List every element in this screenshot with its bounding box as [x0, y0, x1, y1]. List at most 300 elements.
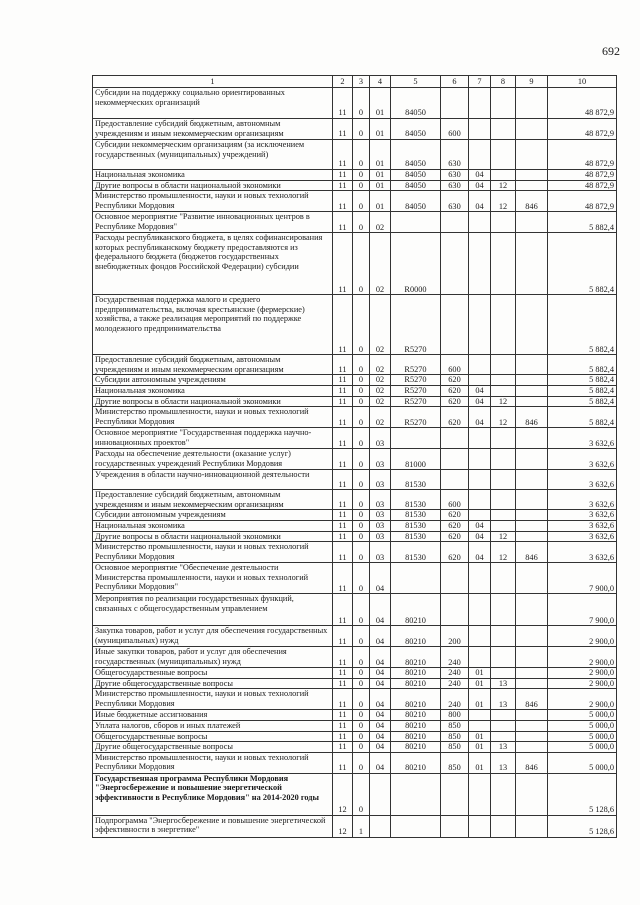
amount-cell: 3 632,6: [548, 531, 617, 542]
amount-cell: 2 900,0: [548, 668, 617, 679]
section-cell: 04: [469, 385, 491, 396]
ministry-code-cell: [516, 678, 548, 689]
program-code-cell: 11: [333, 295, 353, 355]
measure-code-cell: 02: [370, 355, 391, 375]
direction-code-cell: [391, 815, 441, 837]
row-name-cell: Другие вопросы в области национальной экономики: [93, 396, 333, 407]
table-row: [93, 490, 617, 510]
program-code-cell: 11: [333, 88, 353, 119]
subprogram-code-cell: 0: [353, 375, 370, 386]
ministry-code-cell: [516, 520, 548, 531]
ministry-code-cell: [516, 396, 548, 407]
ministry-code-cell: [516, 742, 548, 753]
amount-cell: 5 882,4: [548, 212, 617, 233]
subsection-cell: [491, 563, 516, 594]
column-header: 6: [441, 76, 469, 88]
column-header: 5: [391, 76, 441, 88]
expense-type-cell: 620: [441, 520, 469, 531]
subprogram-code-cell: 0: [353, 295, 370, 355]
ministry-code-cell: [516, 170, 548, 181]
subprogram-code-cell: 0: [353, 449, 370, 470]
amount-cell: 3 632,6: [548, 470, 617, 490]
row-name-cell: Другие общегосударственные вопросы: [93, 678, 333, 689]
measure-code-cell: 03: [370, 531, 391, 542]
direction-code-cell: 80210: [391, 626, 441, 647]
expense-type-cell: 850: [441, 752, 469, 773]
expense-type-cell: 620: [441, 407, 469, 428]
measure-code-cell: 02: [370, 385, 391, 396]
subprogram-code-cell: 0: [353, 752, 370, 773]
program-code-cell: 11: [333, 531, 353, 542]
section-cell: [469, 773, 491, 815]
section-cell: 04: [469, 520, 491, 531]
section-cell: [469, 140, 491, 170]
column-header: 1: [93, 76, 333, 88]
direction-code-cell: R5270: [391, 295, 441, 355]
subprogram-code-cell: 0: [353, 647, 370, 668]
table-row: [93, 470, 617, 490]
expense-type-cell: [441, 594, 469, 626]
amount-cell: 3 632,6: [548, 510, 617, 521]
row-name-cell: Иные бюджетные ассигнования: [93, 710, 333, 721]
subsection-cell: 12: [491, 396, 516, 407]
direction-code-cell: R5270: [391, 355, 441, 375]
ministry-code-cell: 846: [516, 407, 548, 428]
expense-type-cell: 620: [441, 531, 469, 542]
expense-type-cell: 200: [441, 626, 469, 647]
table-row: [93, 815, 617, 837]
measure-code-cell: 01: [370, 170, 391, 181]
row-name-cell: Государственная поддержка малого и среднего предпринимательства, включая крестьянские (фермерские) хозяйства, а также реализация мероприятий по поддержке молодежного предпринимательства: [93, 295, 333, 355]
ministry-code-cell: [516, 180, 548, 191]
measure-code-cell: 04: [370, 710, 391, 721]
subsection-cell: 12: [491, 542, 516, 563]
table-row: [93, 626, 617, 647]
table-row: [93, 520, 617, 531]
subprogram-code-cell: 0: [353, 180, 370, 191]
measure-code-cell: 02: [370, 407, 391, 428]
amount-cell: 3 632,6: [548, 490, 617, 510]
subprogram-code-cell: 0: [353, 396, 370, 407]
row-name-cell: Субсидии автономным учреждениям: [93, 375, 333, 386]
subsection-cell: [491, 428, 516, 449]
table-row: [93, 191, 617, 212]
direction-code-cell: [391, 212, 441, 233]
program-code-cell: 11: [333, 678, 353, 689]
row-name-cell: Субсидии автономным учреждениям: [93, 510, 333, 521]
amount-cell: 48 872,9: [548, 191, 617, 212]
section-cell: [469, 490, 491, 510]
direction-code-cell: 80210: [391, 594, 441, 626]
subsection-cell: [491, 385, 516, 396]
program-code-cell: 11: [333, 542, 353, 563]
section-cell: [469, 295, 491, 355]
measure-code-cell: 04: [370, 594, 391, 626]
row-name-cell: Министерство промышленности, науки и новых технологий Республики Мордовия: [93, 191, 333, 212]
ministry-code-cell: [516, 773, 548, 815]
amount-cell: 5 882,4: [548, 355, 617, 375]
subsection-cell: 12: [491, 531, 516, 542]
row-name-cell: Основное мероприятие "Государственная поддержка научно-инновационных проектов": [93, 428, 333, 449]
program-code-cell: 11: [333, 510, 353, 521]
table-row: [93, 742, 617, 753]
amount-cell: 48 872,9: [548, 88, 617, 119]
measure-code-cell: 03: [370, 542, 391, 563]
table-row: [93, 385, 617, 396]
expense-type-cell: [441, 428, 469, 449]
subsection-cell: [491, 647, 516, 668]
subprogram-code-cell: 0: [353, 470, 370, 490]
ministry-code-cell: [516, 233, 548, 295]
program-code-cell: 11: [333, 212, 353, 233]
measure-code-cell: [370, 773, 391, 815]
amount-cell: 2 900,0: [548, 647, 617, 668]
measure-code-cell: 03: [370, 520, 391, 531]
measure-code-cell: 01: [370, 88, 391, 119]
expense-type-cell: [441, 470, 469, 490]
row-name-cell: Расходы республиканского бюджета, в целях софинансирования которых республиканскому бюджету предоставляются из федерального бюджета (бюджетов государственных внебюджетных фондов Российской Федерации) субсидии: [93, 233, 333, 295]
section-cell: [469, 233, 491, 295]
table-row: [93, 233, 617, 295]
measure-code-cell: 04: [370, 647, 391, 668]
row-name-cell: Министерство промышленности, науки и новых технологий Республики Мордовия: [93, 542, 333, 563]
table-row: [93, 212, 617, 233]
expense-type-cell: [441, 773, 469, 815]
expense-type-cell: 800: [441, 710, 469, 721]
subsection-cell: [491, 815, 516, 837]
row-name-cell: Расходы на обеспечение деятельности (оказание услуг) государственных учреждений Республики Мордовия: [93, 449, 333, 470]
row-name-cell: Основное мероприятие "Развитие инновационных центров в Республике Мордовия": [93, 212, 333, 233]
program-code-cell: 11: [333, 428, 353, 449]
amount-cell: 5 000,0: [548, 742, 617, 753]
table-row: [93, 396, 617, 407]
program-code-cell: 11: [333, 668, 353, 679]
ministry-code-cell: [516, 355, 548, 375]
expense-type-cell: [441, 212, 469, 233]
ministry-code-cell: [516, 212, 548, 233]
program-code-cell: 11: [333, 520, 353, 531]
section-cell: [469, 449, 491, 470]
measure-code-cell: 01: [370, 140, 391, 170]
expense-type-cell: [441, 815, 469, 837]
ministry-code-cell: 846: [516, 191, 548, 212]
subsection-cell: 12: [491, 407, 516, 428]
ministry-code-cell: 846: [516, 752, 548, 773]
measure-code-cell: 03: [370, 449, 391, 470]
direction-code-cell: 81530: [391, 531, 441, 542]
section-cell: [469, 720, 491, 731]
direction-code-cell: R0000: [391, 233, 441, 295]
measure-code-cell: 02: [370, 233, 391, 295]
row-name-cell: Закупка товаров, работ и услуг для обеспечения государственных (муниципальных) нужд: [93, 626, 333, 647]
program-code-cell: 11: [333, 731, 353, 742]
table-row: [93, 180, 617, 191]
row-name-cell: Общегосударственные вопросы: [93, 731, 333, 742]
subsection-cell: 12: [491, 191, 516, 212]
ministry-code-cell: [516, 626, 548, 647]
row-name-cell: Другие вопросы в области национальной экономики: [93, 531, 333, 542]
table-row: [93, 407, 617, 428]
subprogram-code-cell: 0: [353, 170, 370, 181]
expense-type-cell: 850: [441, 720, 469, 731]
section-cell: [469, 710, 491, 721]
direction-code-cell: 84050: [391, 140, 441, 170]
program-code-cell: 11: [333, 710, 353, 721]
amount-cell: 5 882,4: [548, 396, 617, 407]
amount-cell: 5 882,4: [548, 233, 617, 295]
table-row: [93, 510, 617, 521]
row-name-cell: Субсидии на поддержку социально ориентированных некоммерческих организаций: [93, 88, 333, 119]
expense-type-cell: 850: [441, 742, 469, 753]
table-row: [93, 563, 617, 594]
expense-type-cell: 240: [441, 689, 469, 710]
row-name-cell: Министерство промышленности, науки и новых технологий Республики Мордовия: [93, 407, 333, 428]
measure-code-cell: 02: [370, 295, 391, 355]
program-code-cell: 11: [333, 191, 353, 212]
subsection-cell: [491, 375, 516, 386]
subsection-cell: [491, 140, 516, 170]
expense-type-cell: [441, 563, 469, 594]
section-cell: 01: [469, 731, 491, 742]
subprogram-code-cell: 0: [353, 689, 370, 710]
ministry-code-cell: [516, 563, 548, 594]
direction-code-cell: 81530: [391, 542, 441, 563]
amount-cell: 5 000,0: [548, 720, 617, 731]
ministry-code-cell: [516, 119, 548, 140]
subsection-cell: [491, 119, 516, 140]
subprogram-code-cell: 0: [353, 542, 370, 563]
row-name-cell: Национальная экономика: [93, 170, 333, 181]
measure-code-cell: 03: [370, 490, 391, 510]
program-code-cell: 11: [333, 449, 353, 470]
subprogram-code-cell: 0: [353, 510, 370, 521]
program-code-cell: 11: [333, 180, 353, 191]
table-row: [93, 170, 617, 181]
program-code-cell: 11: [333, 720, 353, 731]
expense-type-cell: 240: [441, 647, 469, 668]
amount-cell: 3 632,6: [548, 542, 617, 563]
direction-code-cell: 80210: [391, 752, 441, 773]
direction-code-cell: [391, 428, 441, 449]
subsection-cell: [491, 449, 516, 470]
table-row: [93, 720, 617, 731]
section-cell: [469, 355, 491, 375]
subprogram-code-cell: 0: [353, 594, 370, 626]
column-header: 7: [469, 76, 491, 88]
direction-code-cell: 80210: [391, 647, 441, 668]
subprogram-code-cell: 0: [353, 191, 370, 212]
expense-type-cell: 630: [441, 180, 469, 191]
section-cell: [469, 626, 491, 647]
subsection-cell: 13: [491, 678, 516, 689]
direction-code-cell: [391, 773, 441, 815]
subprogram-code-cell: 0: [353, 720, 370, 731]
ministry-code-cell: [516, 531, 548, 542]
subsection-cell: [491, 490, 516, 510]
subprogram-code-cell: 0: [353, 140, 370, 170]
measure-code-cell: 04: [370, 678, 391, 689]
expense-type-cell: 600: [441, 490, 469, 510]
amount-cell: 5 882,4: [548, 407, 617, 428]
section-cell: 04: [469, 191, 491, 212]
column-header: 9: [516, 76, 548, 88]
section-cell: 01: [469, 752, 491, 773]
program-code-cell: 11: [333, 140, 353, 170]
direction-code-cell: 84050: [391, 191, 441, 212]
column-header: 8: [491, 76, 516, 88]
section-cell: 04: [469, 542, 491, 563]
direction-code-cell: 80210: [391, 668, 441, 679]
column-header: 3: [353, 76, 370, 88]
amount-cell: 5 000,0: [548, 710, 617, 721]
measure-code-cell: 04: [370, 668, 391, 679]
table-row: [93, 531, 617, 542]
section-cell: 04: [469, 170, 491, 181]
subprogram-code-cell: 0: [353, 531, 370, 542]
expense-type-cell: [441, 233, 469, 295]
program-code-cell: 11: [333, 119, 353, 140]
measure-code-cell: 02: [370, 396, 391, 407]
ministry-code-cell: 846: [516, 542, 548, 563]
subsection-cell: [491, 720, 516, 731]
expense-type-cell: [441, 449, 469, 470]
table-row: [93, 449, 617, 470]
subprogram-code-cell: 0: [353, 731, 370, 742]
section-cell: [469, 119, 491, 140]
direction-code-cell: 81000: [391, 449, 441, 470]
ministry-code-cell: [516, 647, 548, 668]
amount-cell: 3 632,6: [548, 449, 617, 470]
subprogram-code-cell: 0: [353, 678, 370, 689]
subprogram-code-cell: 0: [353, 742, 370, 753]
direction-code-cell: 80210: [391, 710, 441, 721]
amount-cell: 5 000,0: [548, 752, 617, 773]
table-row: [93, 752, 617, 773]
ministry-code-cell: 846: [516, 689, 548, 710]
subprogram-code-cell: 0: [353, 233, 370, 295]
row-name-cell: Национальная экономика: [93, 385, 333, 396]
section-cell: [469, 815, 491, 837]
row-name-cell: Национальная экономика: [93, 520, 333, 531]
page-number: 692: [602, 44, 620, 58]
program-code-cell: 11: [333, 563, 353, 594]
row-name-cell: Министерство промышленности, науки и новых технологий Республики Мордовия: [93, 752, 333, 773]
section-cell: 01: [469, 678, 491, 689]
direction-code-cell: R5270: [391, 385, 441, 396]
expense-type-cell: 600: [441, 355, 469, 375]
expense-type-cell: 620: [441, 385, 469, 396]
subprogram-code-cell: 0: [353, 626, 370, 647]
subsection-cell: 13: [491, 689, 516, 710]
expense-type-cell: 850: [441, 731, 469, 742]
row-name-cell: Государственная программа Республики Мордовия "Энергосбережение и повышение энергетической эффективности в Республике Мордовия" на 2014-2020 годы: [93, 773, 333, 815]
subprogram-code-cell: 0: [353, 428, 370, 449]
ministry-code-cell: [516, 710, 548, 721]
row-name-cell: Субсидии некоммерческим организациям (за исключением государственных (муниципальных) учреждений): [93, 140, 333, 170]
expense-type-cell: 240: [441, 678, 469, 689]
measure-code-cell: 01: [370, 180, 391, 191]
table-row: [93, 710, 617, 721]
column-header: 2: [333, 76, 353, 88]
section-cell: 04: [469, 396, 491, 407]
measure-code-cell: 04: [370, 720, 391, 731]
program-code-cell: 11: [333, 396, 353, 407]
section-cell: [469, 470, 491, 490]
direction-code-cell: 84050: [391, 88, 441, 119]
row-name-cell: Учреждения в области научно-инновационной деятельности: [93, 470, 333, 490]
section-cell: 04: [469, 407, 491, 428]
direction-code-cell: 81530: [391, 520, 441, 531]
ministry-code-cell: [516, 449, 548, 470]
amount-cell: 7 900,0: [548, 563, 617, 594]
subsection-cell: [491, 626, 516, 647]
amount-cell: 5 882,4: [548, 375, 617, 386]
subsection-cell: [491, 710, 516, 721]
subprogram-code-cell: 0: [353, 490, 370, 510]
subsection-cell: [491, 731, 516, 742]
measure-code-cell: 04: [370, 752, 391, 773]
expense-type-cell: 630: [441, 191, 469, 212]
subsection-cell: [491, 520, 516, 531]
section-cell: [469, 88, 491, 119]
section-cell: 04: [469, 531, 491, 542]
section-cell: 01: [469, 668, 491, 679]
measure-code-cell: 04: [370, 626, 391, 647]
program-code-cell: 11: [333, 752, 353, 773]
subsection-cell: 12: [491, 180, 516, 191]
program-code-cell: 11: [333, 407, 353, 428]
subprogram-code-cell: 0: [353, 773, 370, 815]
section-cell: [469, 594, 491, 626]
subprogram-code-cell: 0: [353, 563, 370, 594]
row-name-cell: Другие вопросы в области национальной экономики: [93, 180, 333, 191]
column-header: 10: [548, 76, 617, 88]
section-cell: 04: [469, 180, 491, 191]
section-cell: [469, 375, 491, 386]
ministry-code-cell: [516, 510, 548, 521]
program-code-cell: 11: [333, 470, 353, 490]
ministry-code-cell: [516, 815, 548, 837]
row-name-cell: Министерство промышленности, науки и новых технологий Республики Мордовия: [93, 689, 333, 710]
table-header-row: [93, 76, 617, 88]
subsection-cell: [491, 233, 516, 295]
subsection-cell: [491, 594, 516, 626]
amount-cell: 3 632,6: [548, 520, 617, 531]
subsection-cell: [491, 773, 516, 815]
ministry-code-cell: [516, 731, 548, 742]
expense-type-cell: 630: [441, 170, 469, 181]
ministry-code-cell: [516, 428, 548, 449]
table-row: [93, 731, 617, 742]
direction-code-cell: 80210: [391, 678, 441, 689]
measure-code-cell: 04: [370, 742, 391, 753]
table-row: [93, 428, 617, 449]
table-row: [93, 375, 617, 386]
program-code-cell: 11: [333, 594, 353, 626]
subsection-cell: [491, 470, 516, 490]
amount-cell: 48 872,9: [548, 140, 617, 170]
row-name-cell: Подпрограмма "Энергосбережение и повышение энергетической эффективности в энергетике": [93, 815, 333, 837]
ministry-code-cell: [516, 295, 548, 355]
measure-code-cell: 01: [370, 191, 391, 212]
table-row: [93, 668, 617, 679]
program-code-cell: 11: [333, 375, 353, 386]
program-code-cell: 11: [333, 689, 353, 710]
expense-type-cell: [441, 295, 469, 355]
program-code-cell: 12: [333, 773, 353, 815]
program-code-cell: 11: [333, 170, 353, 181]
amount-cell: 5 882,4: [548, 295, 617, 355]
